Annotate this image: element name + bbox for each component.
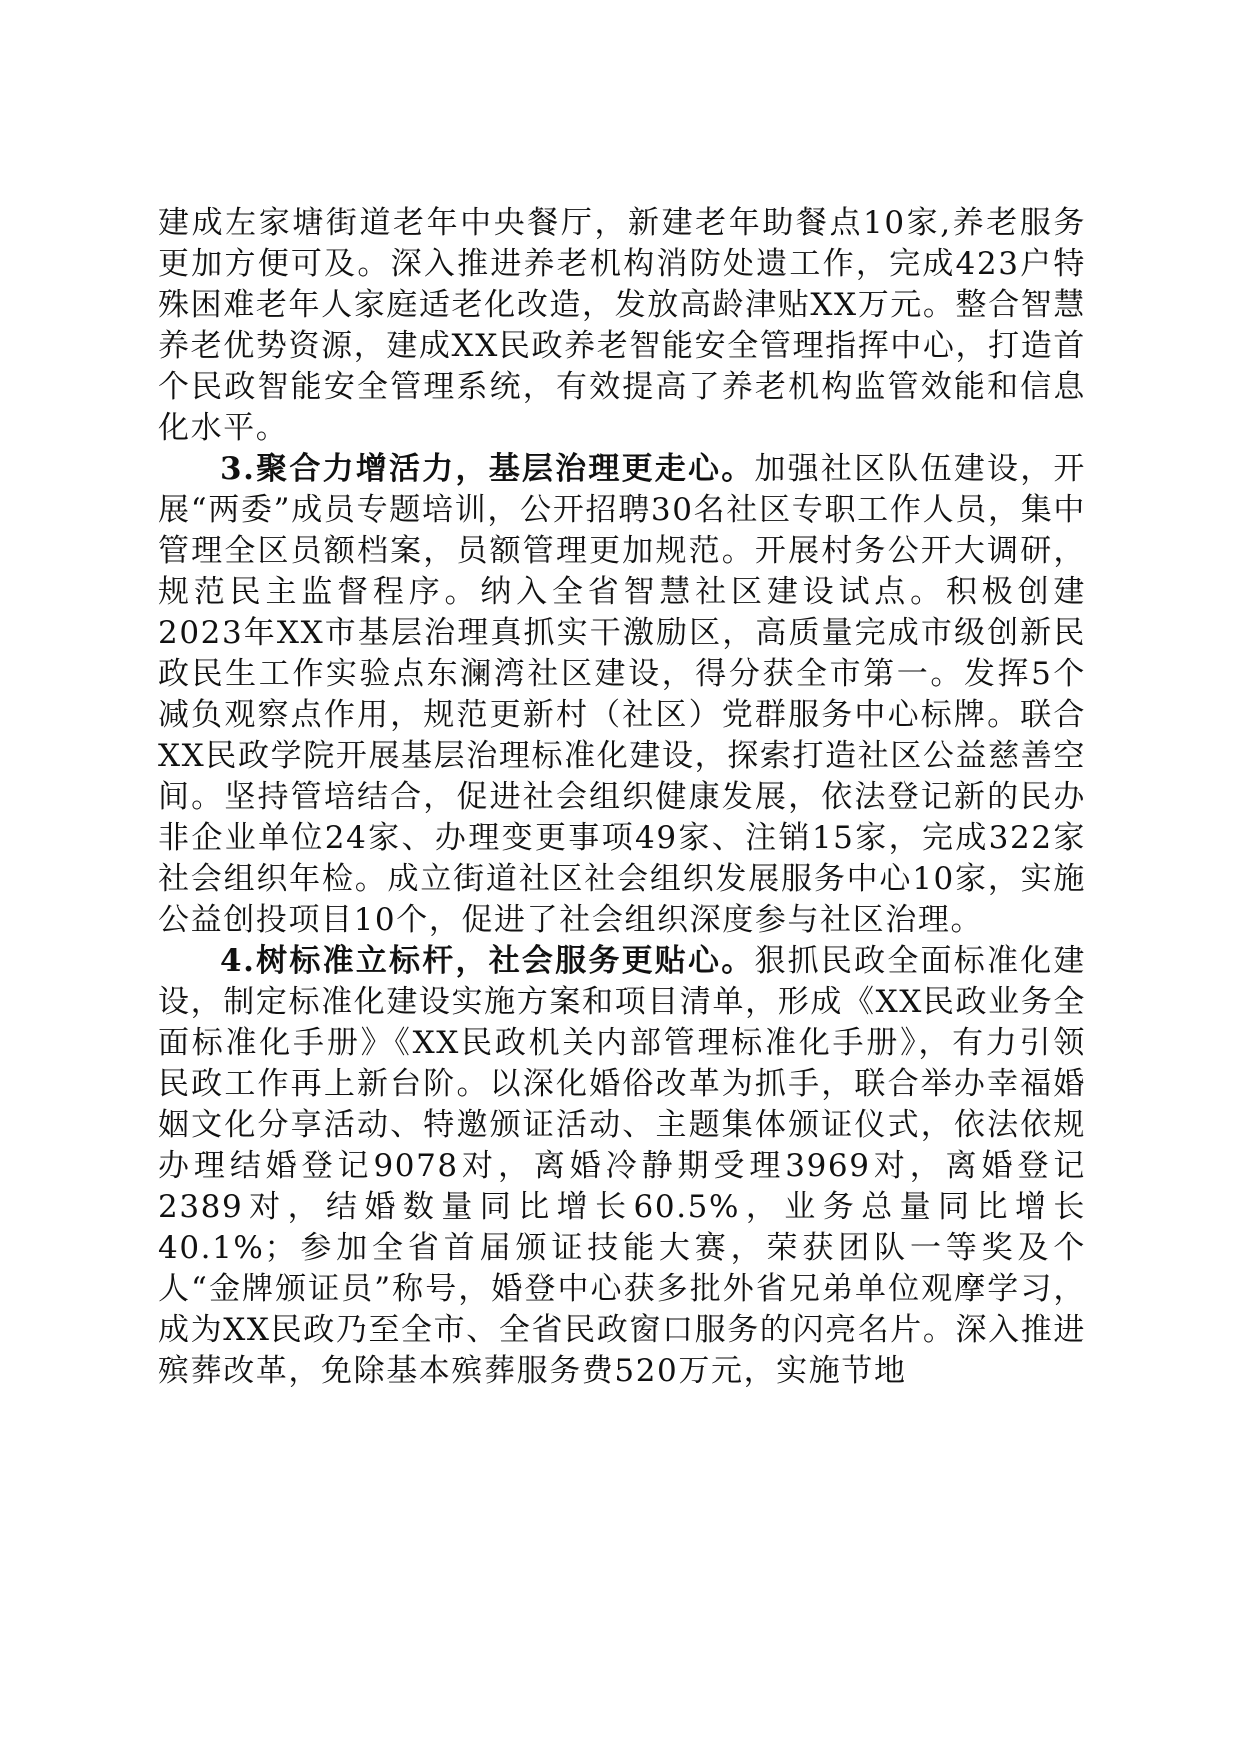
paragraph-2 — [158, 449, 1086, 941]
paragraph-1 — [158, 203, 1086, 449]
paragraph-2-text: 加强社区队伍建设，开展“两委”成员专题培训，公开招聘30名社区专职工作人员，集中管理全区员额档案，员额管理更加规范。开展村务公开大调研，规范民主监督程序。纳入全省智慧社区建设试点。积极创建2023年XX市基层治理真抓实干激励区，高质量完成市级创新民政民生工作实验点东澜湾社区建设，得分获全市第一。发挥5个减负观察点作用，规范更新村（社区）党群服务中心标牌。联合XX民政学院开展基层治理标准化建设，探索打造社区公益慈善空间。坚持管培结合，促进社会组织健康发展，依法登记新的民办非企业单位24家、办理变更事项49家、注销15家，完成322家社会组织年检。成立街道社区社会组织发展服务中心10家，实施公益创投项目10个，促进了社会组织深度参与社区治理。 — [158, 451, 1087, 938]
paragraph-2-heading: 3.聚合力增活力，基层治理更走心。 — [220, 451, 755, 487]
document-body — [158, 203, 1086, 1392]
paragraph-3 — [158, 941, 1086, 1392]
paragraph-1-text: 建成左家塘街道老年中央餐厅，新建老年助餐点10家,养老服务更加方便可及。深入推进养老机构消防处遗工作，完成423户特殊困难老年人家庭适老化改造，发放高龄津贴XX万元。整合智慧养老优势资源，建成XX民政养老智能安全管理指挥中心，打造首个民政智能安全管理系统，有效提高了养老机构监管效能和信息化水平。 — [158, 205, 1086, 446]
paragraph-3-text: 狠抓民政全面标准化建设，制定标准化建设实施方案和项目清单，形成《XX民政业务全面标准化手册》《XX民政机关内部管理标准化手册》，有力引领民政工作再上新台阶。以深化婚俗改革为抓手，联合举办幸福婚姻文化分享活动、特邀颁证活动、主题集体颁证仪式，依法依规办理结婚登记9078对，离婚冷静期受理3969对，离婚登记2389对，结婚数量同比增长60.5%，业务总量同比增长40.1%；参加全省首届颁证技能大赛，荣获团队一等奖及个人“金牌颁证员”称号，婚登中心获多批外省兄弟单位观摩学习，成为XX民政乃至全市、全省民政窗口服务的闪亮名片。深入推进殡葬改革，免除基本殡葬服务费520万元，实施节地 — [158, 943, 1087, 1389]
paragraph-3-heading: 4.树标准立标杆，社会服务更贴心。 — [220, 943, 755, 979]
